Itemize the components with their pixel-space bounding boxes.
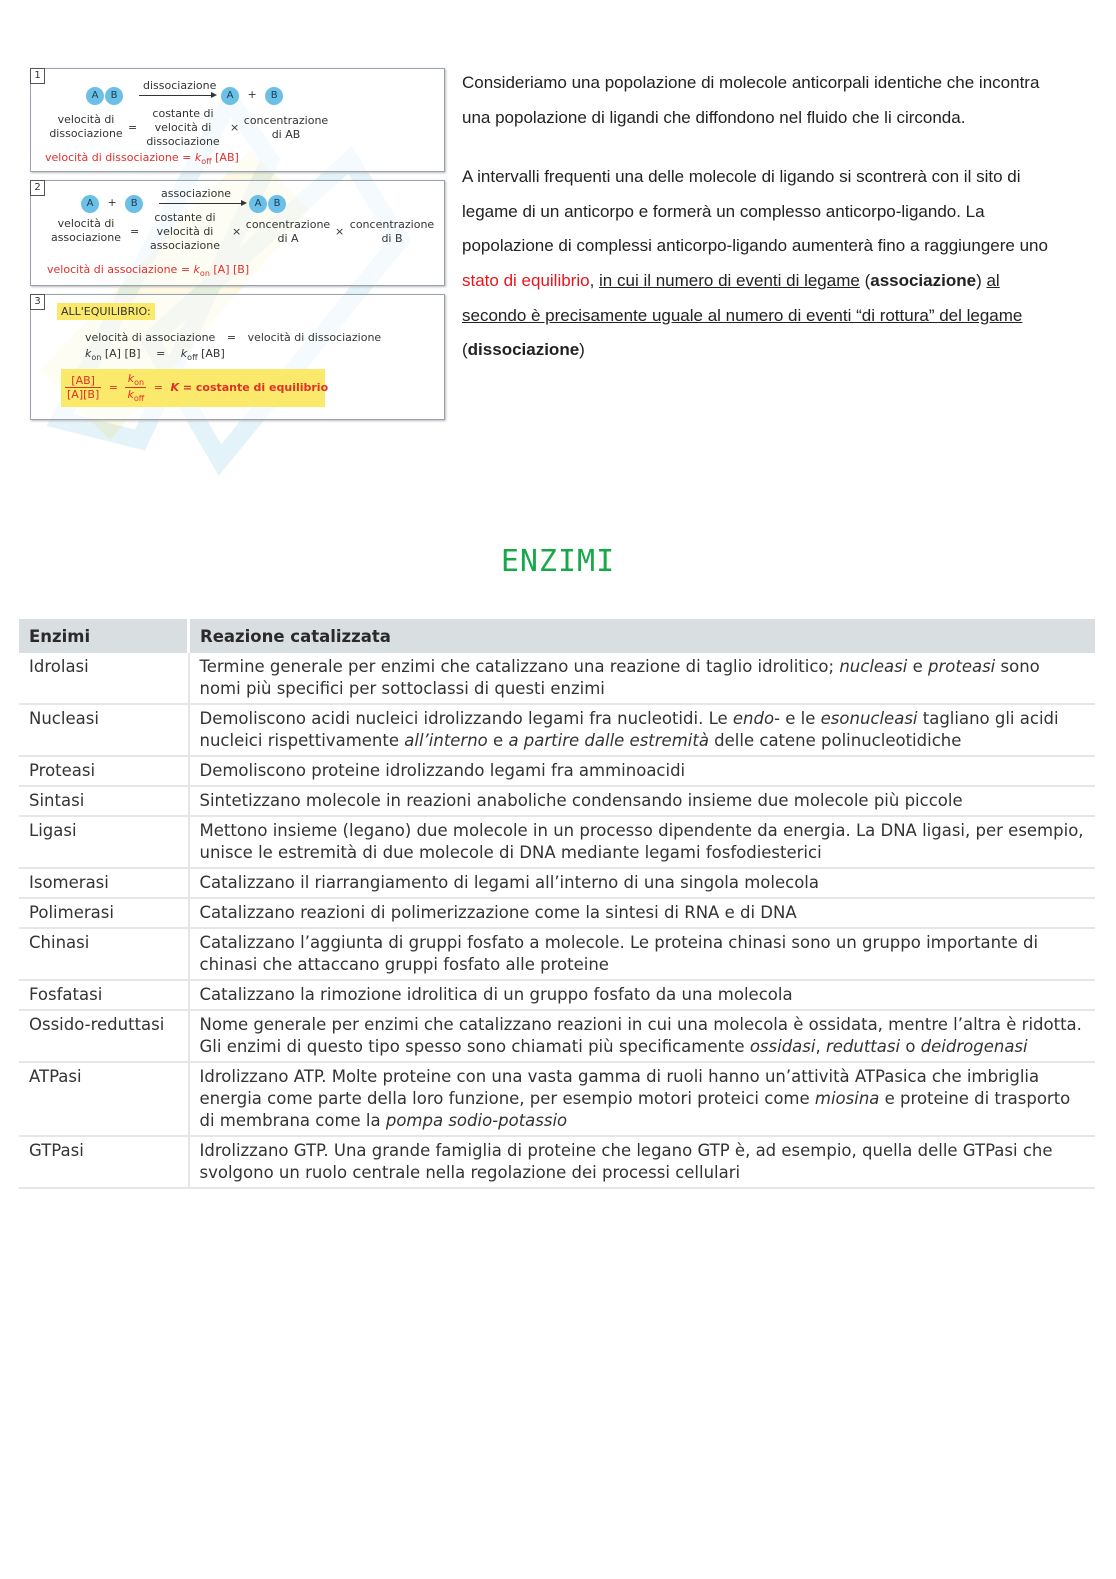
dissociation-constant-label: costante di velocità di dissociazione [146, 107, 220, 148]
intro-paragraph-1: Consideriamo una popolazione di molecole anticorpali identiche che incontra una popolazione di ligandi che diffondono nel fluido che li circonda. [462, 73, 1040, 127]
enzyme-name-cell: Proteasi [19, 756, 189, 786]
reaction-cell [189, 868, 1096, 898]
k-subscript: on [134, 378, 145, 388]
table-header-row [19, 619, 1095, 653]
italic-term: ossidasi [749, 1037, 816, 1056]
ab-complex [86, 87, 123, 105]
table-row [19, 786, 1095, 816]
formula-text: velocità di dissociazione = [45, 151, 195, 164]
k-subscript: off [133, 394, 145, 404]
equation-text: [A] [B] [101, 347, 141, 360]
column-header: Reazione catalizzata [189, 619, 1096, 653]
section-title: ENZIMI [500, 544, 616, 579]
panel-number: 2 [30, 180, 45, 196]
table-row [19, 1010, 1095, 1062]
enzyme-name-cell: Nucleasi [19, 704, 189, 756]
plus-sign: + [247, 88, 257, 101]
k-symbol: k [193, 263, 200, 276]
enzyme-name-cell: GTPasi [19, 1136, 189, 1188]
description-text: e le [780, 709, 821, 728]
reaction-cell [189, 928, 1096, 980]
k-subscript: on [91, 353, 102, 363]
description-text: Catalizzano l’aggiunta di gruppi fosfato a molecole. Le proteina chinasi sono un gruppo importante di chinasi che attaccano gruppi fosfato alle proteine [199, 933, 1039, 974]
formula-text: velocità di associazione = [47, 263, 194, 276]
reaction-cell [189, 756, 1096, 786]
table-row [19, 868, 1095, 898]
description-text: Mettono insieme (legano) due molecole in un processo dipendente da energia. La DNA ligasi, per esempio, unisce le estremità di due molecole di DNA mediante legami fosfodiesterici [199, 821, 1084, 862]
formula-text: [AB] [211, 151, 239, 164]
italic-term: miosina [814, 1089, 880, 1108]
description-text: e proteine di trasporto di membrana come la [199, 1089, 1071, 1130]
description-text: Sintetizzano molecole in reazioni anaboliche condensando insieme due molecole più piccole [199, 791, 963, 810]
table-row [19, 928, 1095, 980]
underlined-text: al secondo è precisamente uguale al numero di eventi “di rottura” del legame [462, 270, 1023, 325]
italic-term: nucleasi [839, 657, 908, 676]
equals-sign: = [130, 225, 140, 238]
equals-sign: = [153, 381, 163, 395]
table-row [19, 653, 1095, 704]
description-text: Catalizzano la rimozione idrolitica di un gruppo fosfato da una molecola [199, 985, 793, 1004]
equilibrium-k-equation [85, 347, 225, 362]
k-symbol: k [127, 388, 134, 402]
description-text: e [907, 657, 928, 676]
reaction-cell [189, 898, 1096, 928]
dissociation-arrow [139, 95, 215, 96]
k-symbol: k [180, 347, 188, 360]
description-text: Demoliscono proteine idrolizzando legami fra amminoacidi [199, 761, 686, 780]
ab-complex [249, 195, 286, 213]
plus-sign: + [107, 196, 117, 209]
paragraph-text: ( [859, 270, 871, 290]
description-text: tagliano gli acidi nucleici rispettivamente [199, 709, 1059, 750]
equation-text: [AB] [197, 347, 225, 360]
equilibrium-rate-equation [85, 331, 381, 344]
molecule-b: B [125, 195, 143, 213]
paragraph-text: A intervalli frequenti una delle molecole di ligando si scontrerà con il sito di legame di un anticorpo e formerà un complesso anticorpo-ligando. La popolazione di complessi anticorpo-ligando aumenterà fino a raggiungere uno [462, 167, 1048, 256]
molecule-a: A [221, 87, 239, 105]
reaction-cell [189, 653, 1096, 704]
description-text: Catalizzano il riarrangiamento di legami all’interno di una singola molecola [199, 873, 819, 892]
equilibrium-panel [30, 294, 445, 420]
equals-sign: = [156, 347, 166, 360]
reaction-cell [189, 1136, 1096, 1188]
description-text: e [487, 731, 509, 750]
k-subscript: off [187, 353, 198, 363]
italic-term: proteasi [928, 657, 996, 676]
paragraph-text: , [589, 270, 600, 290]
equilibrium-constant-formula [65, 372, 328, 403]
equals-sign: = [108, 381, 118, 395]
description-text: Demoliscono acidi nucleici idrolizzando legami fra nucleotidi. Le [199, 709, 733, 728]
italic-term: deidrogenasi [920, 1037, 1028, 1056]
binding-kinetics-figure [30, 68, 445, 428]
k-symbol: K [170, 381, 179, 395]
molecule-a: A [249, 195, 267, 213]
reaction-cell [189, 1010, 1096, 1062]
enzyme-name-cell: ATPasi [19, 1062, 189, 1136]
k-symbol: k [85, 347, 92, 360]
description-text: Idrolizzano ATP. Molte proteine con una vasta gamma di ruoli hanno un’attività ATPasica che imbriglia energia come parte della loro funzione, per esempio motori proteici come [199, 1067, 1040, 1108]
italic-term: all’interno [404, 731, 488, 750]
k-subscript: on [199, 269, 210, 279]
k-symbol: k [194, 151, 202, 164]
italic-term: pompa sodio-potassio [385, 1111, 568, 1130]
enzymes-table [19, 619, 1095, 1189]
formula-text: [A] [B] [209, 263, 250, 276]
italic-term: esonucleasi [820, 709, 918, 728]
b-concentration-label: concentrazione di B [349, 218, 435, 245]
description-text: o [900, 1037, 921, 1056]
description-text: Termine generale per enzimi che catalizzano una reazione di taglio idrolitico; [199, 657, 840, 676]
paragraph-text: ) [976, 270, 987, 290]
reaction-cell [189, 704, 1096, 756]
dissociation-rate-label: velocità di dissociazione [49, 113, 123, 140]
times-sign: × [232, 225, 242, 238]
table-row [19, 816, 1095, 868]
table-row [19, 980, 1095, 1010]
equilibrium-constant-box [61, 369, 329, 407]
italic-term: reduttasi [825, 1037, 901, 1056]
panel-number: 1 [30, 68, 45, 84]
enzyme-name-cell: Polimerasi [19, 898, 189, 928]
ab-concentration-label: concentrazione di AB [243, 114, 329, 141]
equilibrium-tag: ALL'EQUILIBRIO: [57, 303, 155, 320]
equilibrium-constant-text: = costante di equilibrio [179, 381, 329, 395]
association-constant-label: costante di velocità di associazione [149, 211, 221, 252]
description-text: delle catene polinucleotidiche [708, 731, 962, 750]
fraction-denominator: [A][B] [67, 388, 100, 402]
panel-number: 3 [30, 294, 45, 310]
paragraph-text: ) [579, 340, 585, 360]
k-symbol: k [127, 372, 135, 385]
molecule-a: A [81, 195, 99, 213]
enzyme-name-cell: Idrolasi [19, 653, 189, 704]
table-row [19, 898, 1095, 928]
reaction-cell [189, 980, 1096, 1010]
equation-text: velocità di associazione [85, 331, 216, 344]
bold-term: associazione [870, 270, 977, 290]
reaction-cell [189, 786, 1096, 816]
paragraph-text: ( [462, 340, 468, 360]
underlined-text: in cui il numero di eventi di legame [599, 270, 860, 290]
molecule-b: B [265, 87, 283, 105]
k-subscript: off [201, 157, 212, 167]
concentration-ratio [65, 374, 101, 401]
dissociation-formula [45, 151, 239, 166]
association-rate-label: velocità di associazione [50, 217, 122, 244]
equation-text: velocità di dissociazione [247, 331, 382, 344]
equals-sign: = [128, 121, 138, 134]
association-arrow-label: associazione [161, 187, 232, 200]
dissociation-panel [30, 68, 445, 172]
table-row [19, 756, 1095, 786]
rate-constant-ratio [125, 372, 146, 403]
italic-term: endo- [732, 709, 781, 728]
association-formula [47, 263, 249, 278]
description-text: Idrolizzano GTP. Una grande famiglia di proteine che legano GTP è, ad esempio, quella delle GTPasi che svolgono un ruolo centrale nella regolazione dei processi cellulari [199, 1141, 1053, 1182]
association-arrow [159, 203, 245, 204]
fraction-numerator: [AB] [65, 374, 101, 388]
table-row [19, 1136, 1095, 1188]
column-header: Enzimi [19, 619, 189, 653]
times-sign: × [230, 121, 240, 134]
description-text: , [815, 1037, 826, 1056]
reaction-cell [189, 816, 1096, 868]
enzyme-name-cell: Fosfatasi [19, 980, 189, 1010]
reaction-cell [189, 1062, 1096, 1136]
description-text: Catalizzano reazioni di polimerizzazione come la sintesi di RNA e di DNA [199, 903, 797, 922]
association-panel [30, 180, 445, 286]
times-sign: × [335, 225, 345, 238]
intro-text [462, 66, 1052, 368]
table-row [19, 704, 1095, 756]
italic-term: a partire dalle estremità [508, 731, 709, 750]
intro-paragraph-2 [462, 160, 1052, 368]
description-text: Nome generale per enzimi che catalizzano reazioni in cui una molecola è ossidata, mentre l’altra è ridotta. Gli enzimi di questo tipo spesso sono chiamati più specificamente [199, 1015, 1082, 1056]
table-row [19, 1062, 1095, 1136]
bold-term: dissociazione [467, 340, 580, 360]
enzyme-name-cell: Ossido-reduttasi [19, 1010, 189, 1062]
molecule-b: B [105, 87, 123, 105]
molecule-b: B [268, 195, 286, 213]
enzyme-name-cell: Isomerasi [19, 868, 189, 898]
equals-sign: = [226, 331, 237, 344]
enzyme-name-cell: Sintasi [19, 786, 189, 816]
enzyme-name-cell: Chinasi [19, 928, 189, 980]
table-body [19, 653, 1095, 1188]
enzyme-name-cell: Ligasi [19, 816, 189, 868]
molecule-a: A [86, 87, 104, 105]
equilibrium-highlight: stato di equilibrio [462, 270, 590, 290]
a-concentration-label: concentrazione di A [245, 218, 331, 245]
description-text: sono nomi più specifici per sottoclassi di questi enzimi [199, 657, 1040, 698]
dissociation-arrow-label: dissociazione [143, 79, 217, 92]
